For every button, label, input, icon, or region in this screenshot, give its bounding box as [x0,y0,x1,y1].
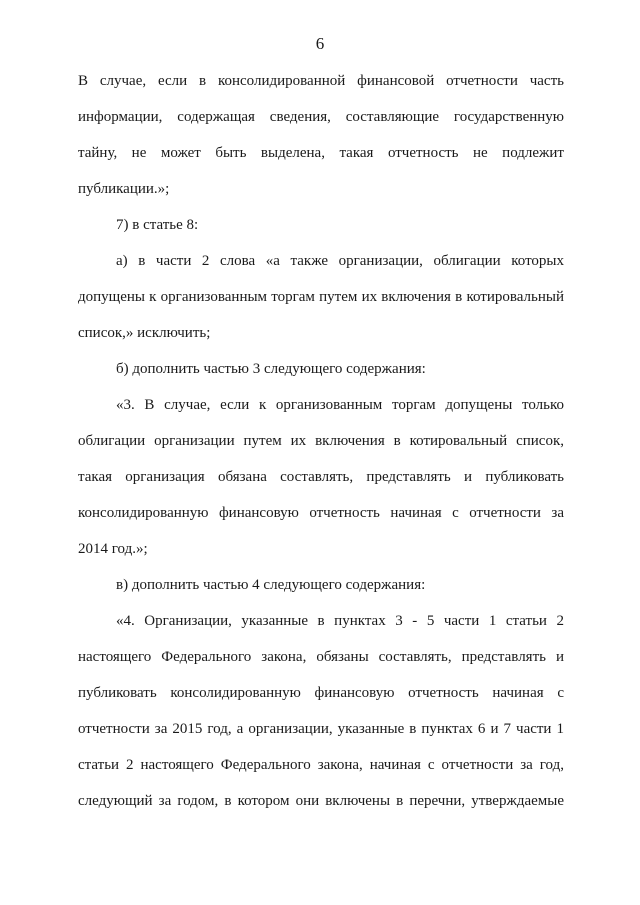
text-line: информации, содержащая сведения, составляющие государственную [78,109,564,125]
text-line: а) в части 2 слова «а также организации, облигации которых [116,253,564,269]
text-line: отчетности за 2015 год, а организации, указанные в пунктах 6 и 7 части 1 [78,721,564,737]
text-line: б) дополнить частью 3 следующего содержания: [116,361,426,377]
text-line: тайну, не может быть выделена, такая отчетность не подлежит [78,145,564,161]
text-line: в) дополнить частью 4 следующего содержания: [116,577,426,593]
text-line: «3. В случае, если к организованным торгам допущены только [116,397,564,413]
text-line: В случае, если в консолидированной финансовой отчетности часть [78,73,564,89]
text-line: 2014 год.»; [78,541,148,557]
text-line: список,» исключить; [78,325,211,341]
text-line: «4. Организации, указанные в пунктах 3 - 5 части 1 статьи 2 [116,613,564,629]
text-line: публикации.»; [78,181,170,197]
text-line: настоящего Федерального закона, обязаны составлять, представлять и [78,649,564,665]
text-line: консолидированную финансовую отчетность начиная с отчетности за [78,505,564,521]
text-line: 7) в статье 8: [116,217,199,233]
page-number: 6 [315,34,325,53]
text-line: допущены к организованным торгам путем их включения в котировальный [78,289,564,305]
text-line: следующий за годом, в котором они включены в перечни, утверждаемые [78,793,564,809]
text-line: статьи 2 настоящего Федерального закона, начиная с отчетности за год, [78,757,564,773]
text-line: такая организация обязана составлять, представлять и публиковать [78,469,564,485]
text-line: публиковать консолидированную финансовую отчетность начиная с [78,685,564,701]
text-line: облигации организации путем их включения в котировальный список, [78,433,564,449]
